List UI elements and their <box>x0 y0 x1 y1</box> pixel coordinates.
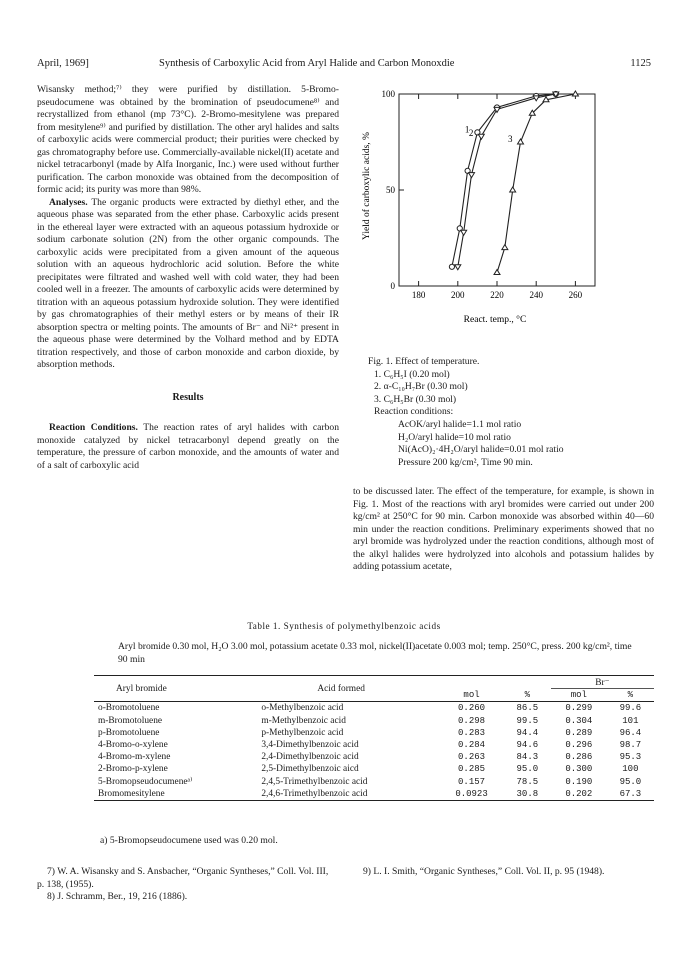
x-tick-label: 180 <box>411 290 426 300</box>
series-line-3 <box>497 94 575 273</box>
x-tick-label: 200 <box>451 290 465 300</box>
chart-axes <box>399 94 595 286</box>
cell-acid-formed: 2,4,5-Trimethylbenzoic acid <box>261 776 368 787</box>
table-row <box>94 788 654 801</box>
reference-8: 8) J. Schramm, Ber., 19, 216 (1886). <box>47 891 188 903</box>
analyses-paragraph <box>37 197 339 372</box>
table-row <box>94 727 654 739</box>
reaction-conditions-paragraph <box>37 422 339 472</box>
cell-br-mol: 0.190 <box>565 776 593 787</box>
cell-aryl-bromide: Bromomesitylene <box>98 788 165 799</box>
left-column <box>37 84 339 472</box>
table-1-body <box>94 676 654 801</box>
table-row <box>94 763 654 775</box>
col-header-mol: mol <box>463 690 480 701</box>
reference-9: 9) L. I. Smith, “Organic Syntheses,” Coll. Vol. II, p. 95 (1948). <box>363 866 605 877</box>
cell-aryl-bromide: 2-Bromo-p-xylene <box>98 764 168 775</box>
caption-item-2: 2. α-C₁₀H₇Br (0.30 mol) <box>374 381 468 393</box>
cell-br-mol: 0.300 <box>565 764 593 775</box>
right-column <box>353 486 654 574</box>
cell-aryl-bromide: 5-Bromopseudocumeneᵃ⁾ <box>98 777 193 788</box>
cell-pct: 94.4 <box>516 727 539 738</box>
table-1-conditions: Aryl bromide 0.30 mol, H₂O 3.00 mol, potassium acetate 0.33 mol, nickel(II)acetate 0.003 mol; temp. 250°C, press. 200 kg/cm², time 90 min <box>118 641 632 665</box>
x-tick-label: 220 <box>490 290 504 300</box>
data-point <box>494 270 500 275</box>
cell-pct: 78.5 <box>516 776 539 787</box>
header-title: Synthesis of Carboxylic Acid from Aryl Halide and Carbon Monoxdie <box>159 58 455 69</box>
temperature-paragraph: to be discussed later. The effect of the temperature, for example, is shown in Fig. 1. Most of the reactions with aryl bromides were carried out under 200 kg/cm² at 250°C for 90 min. Carbon monoxide was absorbed within 40—60 min under the reaction conditions. Preliminary experiments showed that no aryl bromide was hydrolyzed under the reaction conditions, although most of the alkyl halides were hydrolyzed into alcohols and potassium halides by adding potassium acetate, <box>353 486 654 572</box>
cell-pct: 84.3 <box>516 752 539 763</box>
col-header-br-pct: % <box>627 690 634 701</box>
caption-condition: H₂O/aryl halide=10 mol ratio <box>398 431 511 443</box>
results-heading: Results <box>172 391 204 403</box>
data-point <box>461 230 467 235</box>
table-row <box>94 715 654 727</box>
page-number: 1125 <box>630 58 651 69</box>
cell-pct: 86.5 <box>516 703 539 714</box>
table-1 <box>94 675 654 801</box>
data-point <box>502 245 508 250</box>
caption-conditions-heading: Reaction conditions: <box>374 406 454 418</box>
header-date: April, 1969] <box>37 58 89 69</box>
data-point <box>469 173 475 178</box>
cell-aryl-bromide: 4-Bromo-o-xylene <box>98 740 168 751</box>
cell-mol: 0.157 <box>458 776 486 787</box>
x-tick-label: 260 <box>568 290 583 300</box>
col-header-br-mol: mol <box>570 690 587 701</box>
materials-paragraph: Wisansky method;⁷⁾ they were purified by distillation. 5-Bromo-pseudocumene was obtained by the bromination of pseudocumene⁸⁾ and recrystallized from ethanol (mp 73°C). 2-Bromo-mesitylene was prepared from mesitylene⁹⁾ and purified by distillation. The other aryl halides and salts of carboxylic acids were commercial product; their purities were checked by gas chromatography before use. Commercially-available nickel(II) acetate and nickel tetracarbonyl (made by Alfa Inorganic, Inc.) were used without further purification. The carbon monoxide was obtained from the decomposition of formic acid; its purity was more than 98%. <box>37 84 339 195</box>
table-row <box>94 751 654 763</box>
series-line-1 <box>452 94 556 267</box>
table-1-title: Table 1. Synthesis of polymethylbenzoic acids <box>247 621 441 631</box>
references-right <box>353 866 653 879</box>
cell-acid-formed: 2,5-Dimethylbenzoic aicd <box>261 764 359 775</box>
chart-curves <box>449 91 578 275</box>
reaction-conditions-text: The reaction rates of aryl halides with carbon monoxide catalyzed by nickel tetracarbonyl depend greatly on the temperature, the pressure of carbon monoxide, and the amounts of water and of a salt of carboxylic acid <box>37 422 339 471</box>
cell-pct: 95.0 <box>516 764 539 775</box>
col-header-aryl: Aryl bromide <box>116 683 167 694</box>
data-point <box>510 187 516 192</box>
cell-br-pct: 95.0 <box>619 776 642 787</box>
caption-title: Fig. 1. Effect of temperature. <box>368 356 480 367</box>
col-header-pct: % <box>524 690 531 701</box>
data-point <box>518 139 524 144</box>
cell-acid-formed: 2,4-Dimethylbenzoic acid <box>261 752 359 763</box>
cell-br-pct: 95.3 <box>619 752 642 763</box>
cell-mol: 0.0923 <box>455 788 488 799</box>
cell-mol: 0.298 <box>458 715 486 726</box>
cell-acid-formed: m-Methylbenzoic acid <box>261 715 346 726</box>
cell-mol: 0.285 <box>458 764 486 775</box>
y-tick-label: 100 <box>381 89 395 99</box>
cell-pct: 94.6 <box>516 740 539 751</box>
cell-mol: 0.284 <box>458 740 486 751</box>
plot-frame <box>399 94 595 286</box>
references-left <box>37 866 337 904</box>
cell-br-mol: 0.286 <box>565 752 593 763</box>
y-axis-label: Yield of carboxylic acids, % <box>362 132 372 240</box>
cell-pct: 30.8 <box>516 788 539 799</box>
y-tick-label: 50 <box>386 185 395 195</box>
cell-br-mol: 0.296 <box>565 740 593 751</box>
reaction-conditions-heading: Reaction Conditions. <box>49 422 138 433</box>
curve-label-3: 3 <box>508 134 513 144</box>
cell-br-pct: 100 <box>622 764 639 775</box>
cell-aryl-bromide: 4-Bromo-m-xylene <box>98 752 171 763</box>
cell-br-pct: 98.7 <box>619 740 642 751</box>
cell-aryl-bromide: o-Bromotoluene <box>98 703 160 714</box>
caption-item-1: 1. C₆H₅I (0.20 mol) <box>374 368 450 380</box>
curve-label-2: 2 <box>468 128 474 139</box>
figure-1-chart <box>355 86 655 356</box>
cell-acid-formed: o-Methylbenzoic acid <box>261 703 344 714</box>
cell-acid-formed: p-Methylbenzoic acid <box>261 727 344 738</box>
cell-br-mol: 0.304 <box>565 715 593 726</box>
cell-br-pct: 67.3 <box>619 788 642 799</box>
series-line-2 <box>458 94 556 267</box>
cell-br-pct: 99.6 <box>619 703 642 714</box>
data-point <box>449 264 454 269</box>
caption-condition: Pressure 200 kg/cm², Time 90 min. <box>398 456 533 468</box>
x-tick-label: 240 <box>529 290 543 300</box>
data-point <box>455 265 461 270</box>
cell-mol: 0.263 <box>458 752 486 763</box>
chart-ticks <box>382 89 583 300</box>
reference-7: 7) W. A. Wisansky and S. Ansbacher, “Organic Syntheses,” Coll. Vol. III, p. 138, (1955). <box>37 866 329 890</box>
table-row <box>94 776 654 788</box>
cell-acid-formed: 2,4,6-Trimethylbenzoic acid <box>261 788 368 799</box>
cell-pct: 99.5 <box>516 715 539 726</box>
cell-mol: 0.260 <box>458 703 486 714</box>
analyses-text: The organic products were extracted by diethyl ether, and the aqueous phase was separated from the ether phase. Carboxylic acids present in the ethereal layer were extracted with an aqueous potassium hydroxide or sodium carbonate solution (2N) from the other organic compounds. The carboxylic acids were precipitated from a given amount of the aqueous solution with an aqueous hydrochloric acid solution. Before the white precipitates were filtrated and washed well with cold water, they had been cooled well in a freezer. The amounts of carboxylic acids were determined by titration with an aqueous potassium hydroxide solution. They were identified by gas chromatographies of their methyl esters or by means of their IR absorption spectra or melting points. The amounts of Br⁻ and Ni²⁺ present in the aqueous phase were determined by the Volhard method and by EDTA titration respectively, and those of carbon monoxide and carbon dioxide, by absorption methods. <box>37 196 339 370</box>
table-1-footnote: a) 5-Bromopseudocumene used was 0.20 mol. <box>100 835 278 846</box>
cell-br-pct: 101 <box>622 715 639 726</box>
cell-br-mol: 0.299 <box>565 703 593 714</box>
cell-acid-formed: 3,4-Dimethylbenzoic acid <box>261 740 359 751</box>
table-row <box>94 739 654 751</box>
col-header-br: Br⁻ <box>551 676 654 689</box>
y-tick-label: 0 <box>390 281 395 291</box>
cell-aryl-bromide: p-Bromotoluene <box>98 727 160 738</box>
analyses-heading: Analyses. <box>49 196 88 208</box>
cell-br-mol: 0.289 <box>565 727 593 738</box>
data-point <box>478 134 484 139</box>
figure-caption <box>368 356 658 469</box>
col-header-acid: Acid formed <box>317 683 365 694</box>
curve-label-1: 1 <box>464 124 470 135</box>
cell-br-pct: 96.4 <box>619 727 642 738</box>
cell-br-mol: 0.202 <box>565 788 593 799</box>
x-axis-label: React. temp., °C <box>463 315 527 325</box>
caption-condition: AcOK/aryl halide=1.1 mol ratio <box>398 418 522 430</box>
cell-aryl-bromide: m-Bromotoluene <box>98 715 163 726</box>
cell-mol: 0.283 <box>458 727 486 738</box>
caption-condition: Ni(AcO)₂·4H₂O/aryl halide=0.01 mol ratio <box>398 444 564 456</box>
caption-item-3: 3. C₆H₅Br (0.30 mol) <box>374 393 457 405</box>
table-row <box>94 702 654 715</box>
